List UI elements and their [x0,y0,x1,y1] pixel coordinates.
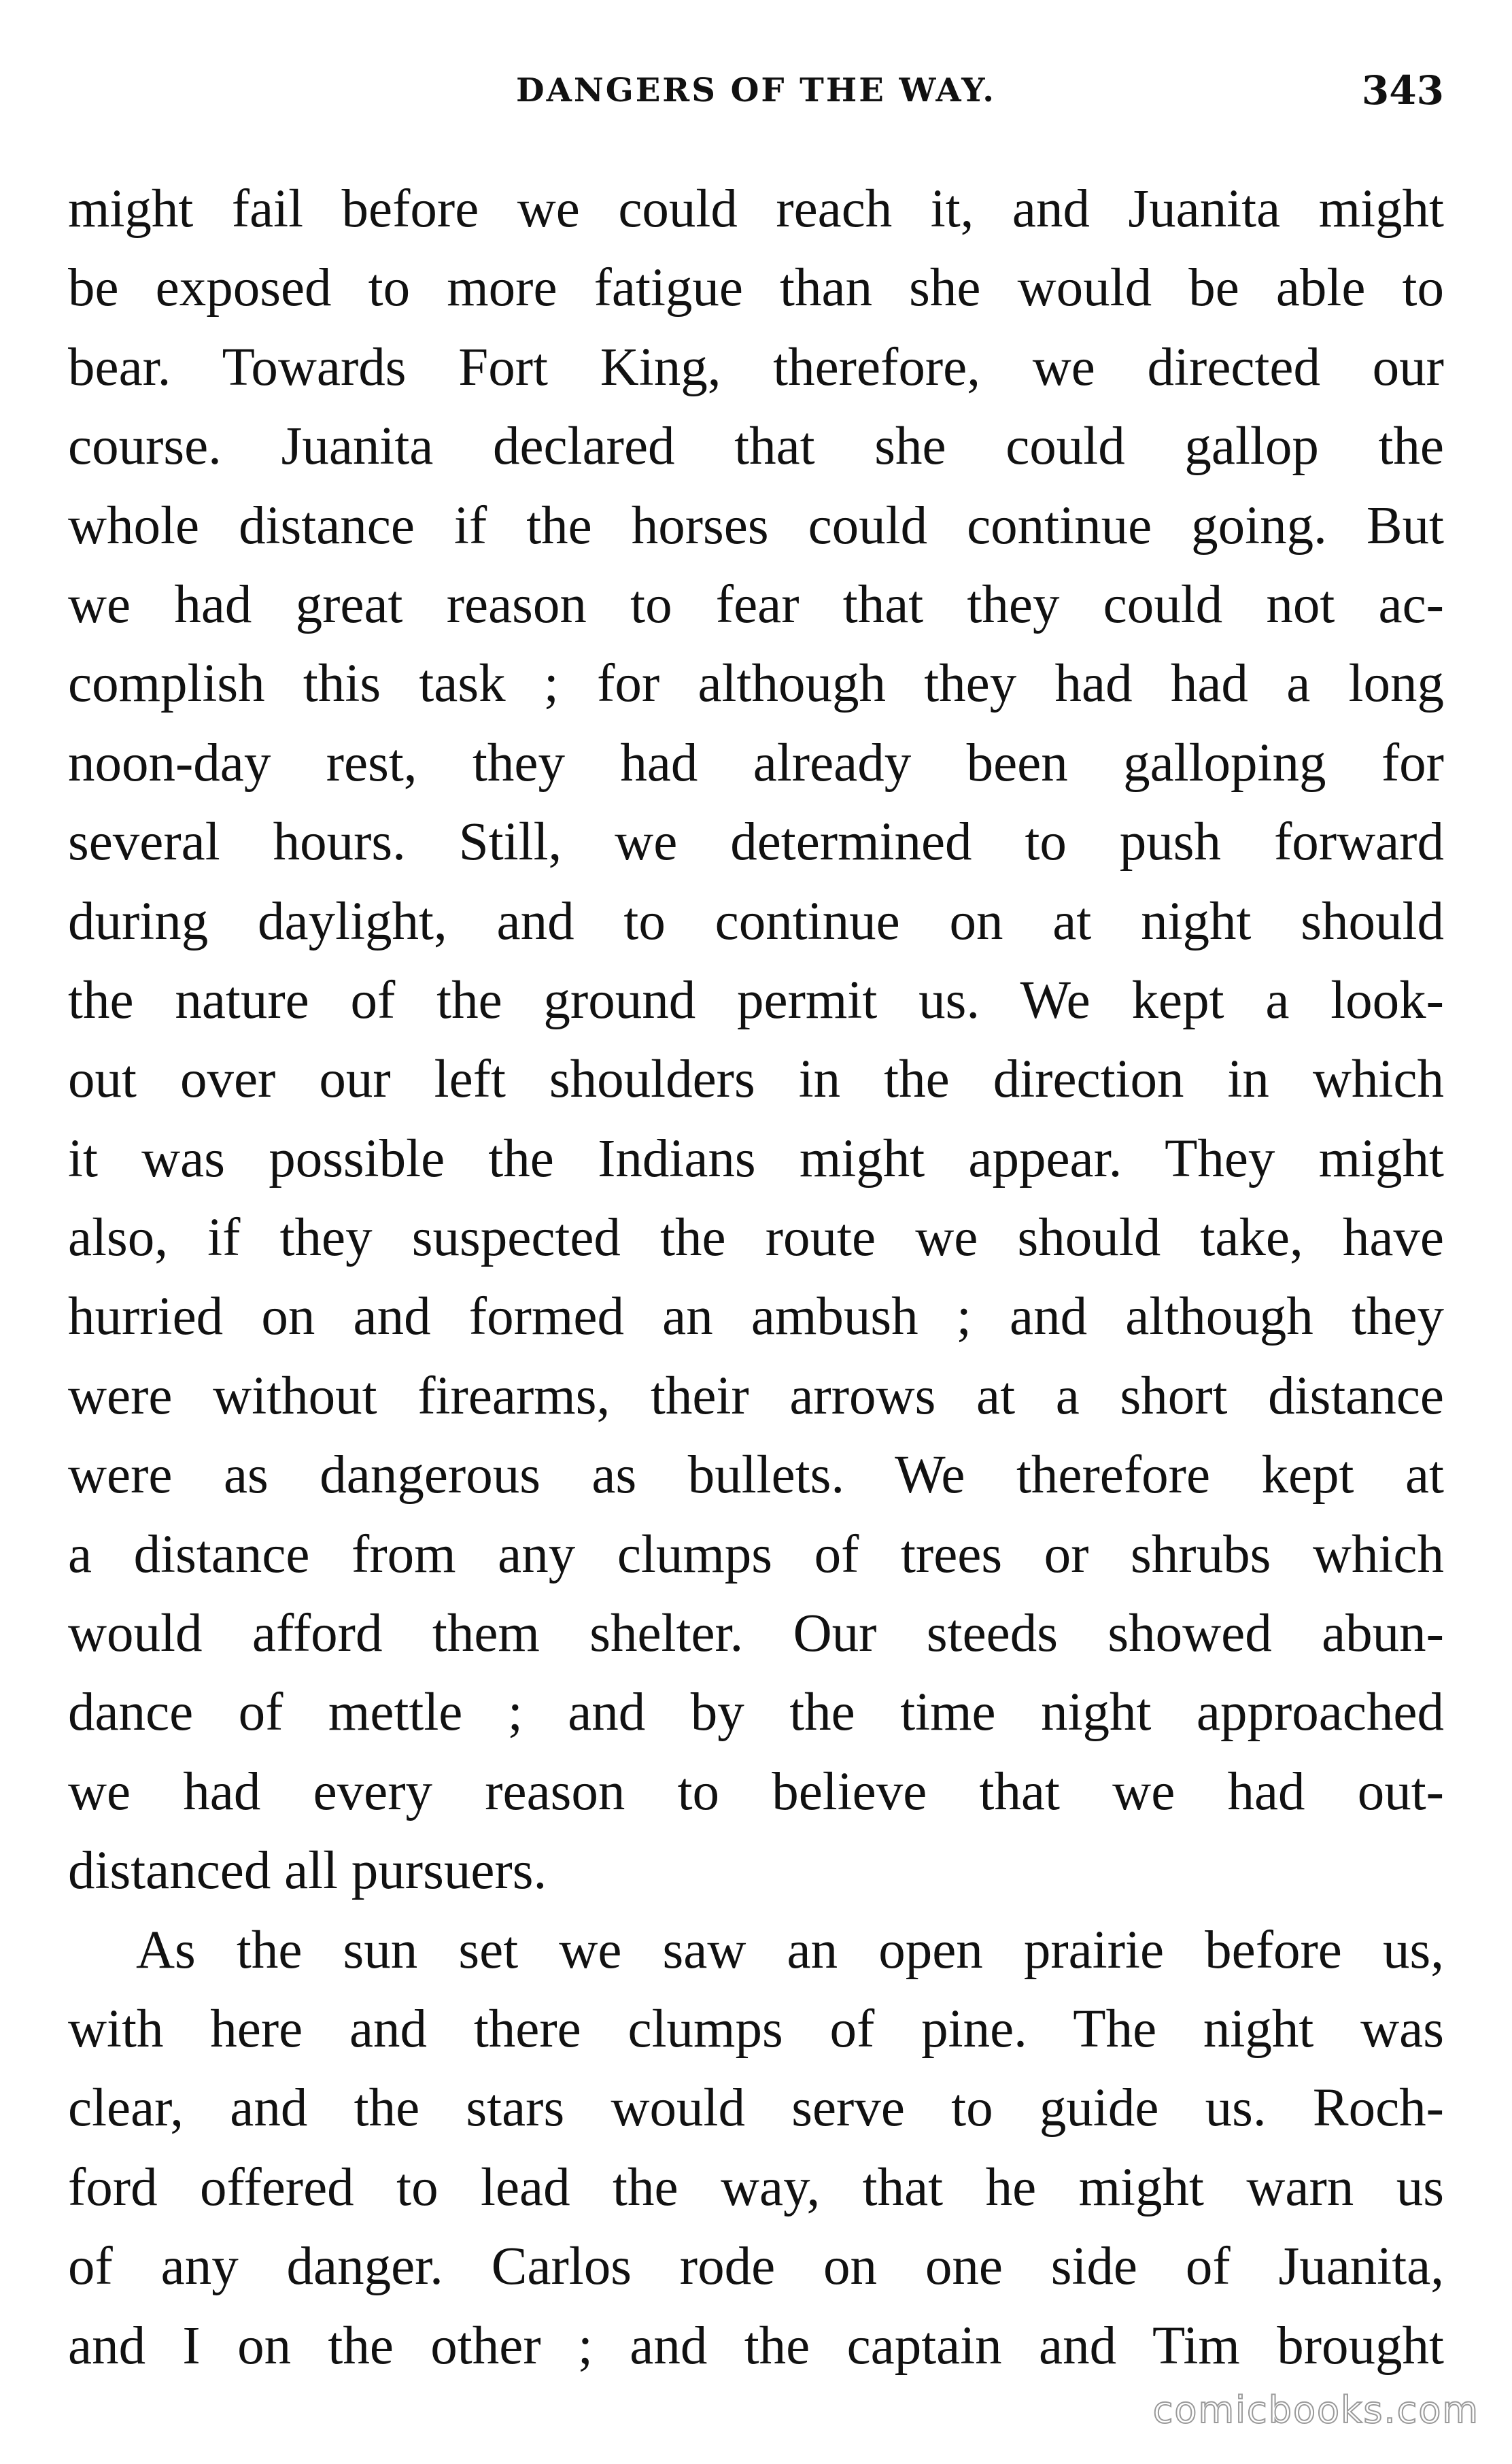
text-line: during daylight, and to continue on at night should [68,891,1444,951]
text-line: ford offered to lead the way, that he might warn us [68,2157,1444,2217]
text-line: complish this task ; for although they had had a long [68,654,1444,714]
text-line: we had every reason to believe that we had out- [68,1762,1444,1821]
text-line: clear, and the stars would serve to guide us. Roch- [68,2078,1444,2138]
running-head [68,67,1444,126]
text-line: were as dangerous as bullets. We therefore kept at [68,1445,1444,1505]
text-line: might fail before we could reach it, and Juanita might [68,179,1444,239]
text-line: we had great reason to fear that they could not ac- [68,575,1444,634]
text-line: hurried on and formed an ambush ; and although they [68,1287,1444,1347]
text-line: bear. Towards Fort King, therefore, we directed our [68,337,1444,397]
text-line: noon-day rest, they had already been galloping for [68,733,1444,793]
text-line: out over our left shoulders in the direction in which [68,1050,1444,1110]
running-title: DANGERS OF THE WAY. [515,71,997,109]
text-line: whole distance if the horses could continue going. But [68,496,1444,555]
text-line: of any danger. Carlos rode on one side of Juanita, [68,2237,1444,2297]
text-line: several hours. Still, we determined to push forward [68,812,1444,872]
text-line: As the sun set we saw an open prairie before us, [136,1920,1444,1980]
text-line: the nature of the ground permit us. We kept a look- [68,970,1444,1030]
watermark: comicbooks.com [1152,2389,1479,2431]
body-text [68,170,1444,2386]
text-line: and I on the other ; and the captain and Tim brought [68,2316,1444,2376]
text-line: with here and there clumps of pine. The night was [68,1999,1444,2059]
text-line: dance of mettle ; and by the time night approached [68,1683,1444,1743]
page-number: 343 [1361,67,1444,114]
text-line: it was possible the Indians might appear. They might [68,1129,1444,1188]
text-line: course. Juanita declared that she could gallop the [68,417,1444,477]
text-line: be exposed to more fatigue than she would be able to [68,258,1444,318]
text-line: distanced all pursuers. [68,1841,547,1901]
text-line: were without firearms, their arrows at a short distance [68,1366,1444,1426]
text-line: also, if they suspected the route we should take, have [68,1208,1444,1268]
text-line: would afford them shelter. Our steeds showed abun- [68,1604,1444,1664]
text-line: a distance from any clumps of trees or shrubs which [68,1524,1444,1584]
